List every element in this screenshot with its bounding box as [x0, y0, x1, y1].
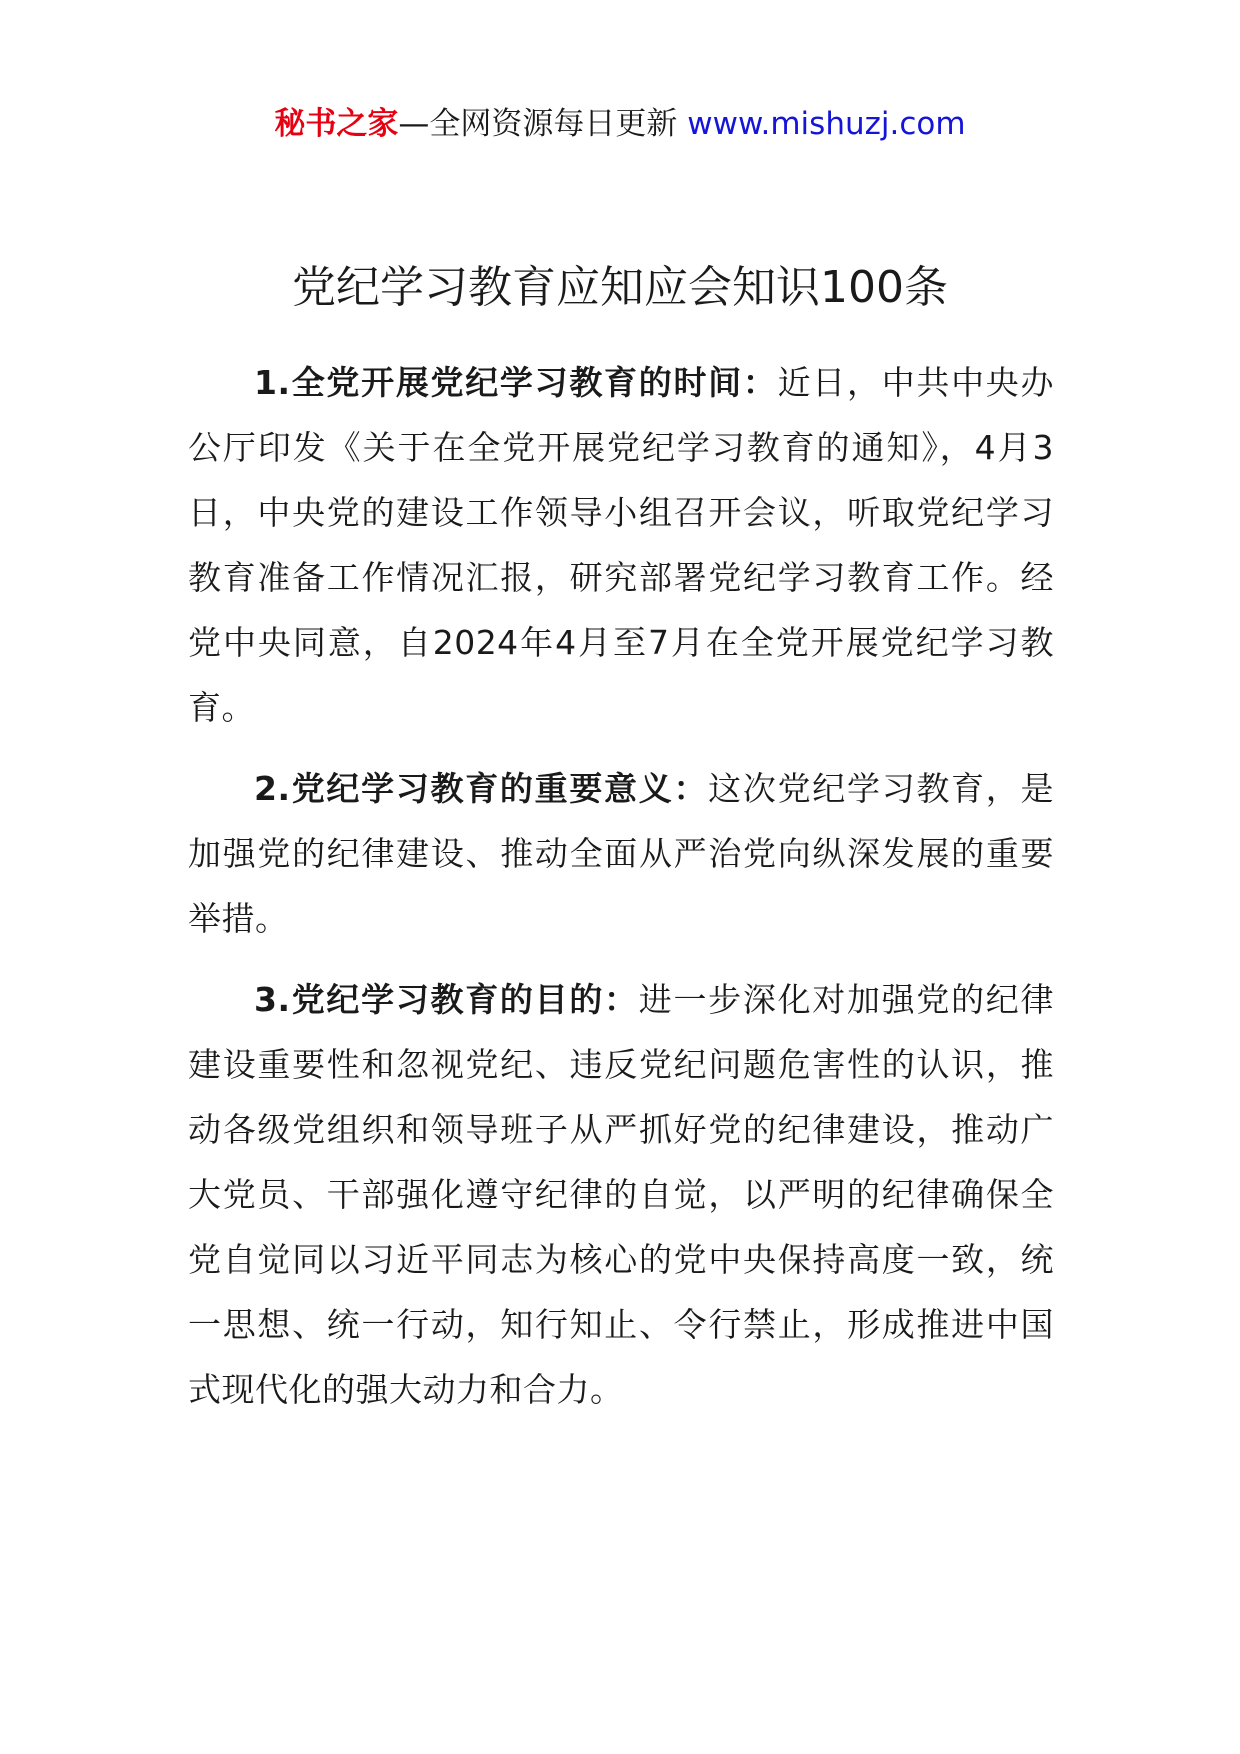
paragraph-1 [188, 350, 1054, 740]
paragraph-lead: 2.党纪学习教育的重要意义： [254, 769, 709, 808]
paragraph-text: 这次党纪学习教育，是加强党的纪律建设、推动全面从严治党向纵深发展的重要举措。 [188, 769, 1055, 938]
brand-name: 秘书之家 [274, 106, 399, 142]
paragraph-lead: 3.党纪学习教育的目的： [254, 980, 639, 1019]
paragraph-text: 近日，中共中央办公厅印发《关于在全党开展党纪学习教育的通知》，4月3日，中央党的建设工作领导小组召开会议，听取党纪学习教育准备工作情况汇报，研究部署党纪学习教育工作。经党中央同意，自2024年4月至7月在全党开展党纪学习教育。 [188, 363, 1055, 727]
paragraph-text: 进一步深化对加强党的纪律建设重要性和忽视党纪、违反党纪问题危害性的认识，推动各级党组织和领导班子从严抓好党的纪律建设，推动广大党员、干部强化遵守纪律的自觉，以严明的纪律确保全党自觉同以习近平同志为核心的党中央保持高度一致，统一思想、统一行动，知行知止、令行禁止，形成推进中国式现代化的强大动力和合力。 [188, 980, 1054, 1409]
site-url-link[interactable]: www.mishuzj.com [687, 106, 966, 142]
paragraph-2 [188, 756, 1054, 951]
document-body [188, 350, 1054, 1438]
paragraph-3 [188, 967, 1054, 1422]
header-tagline: —全网资源每日更新 [398, 106, 678, 142]
paragraph-lead: 1.全党开展党纪学习教育的时间： [254, 363, 778, 402]
site-header [0, 100, 1240, 148]
document-title: 党纪学习教育应知应会知识100条 [292, 262, 948, 313]
